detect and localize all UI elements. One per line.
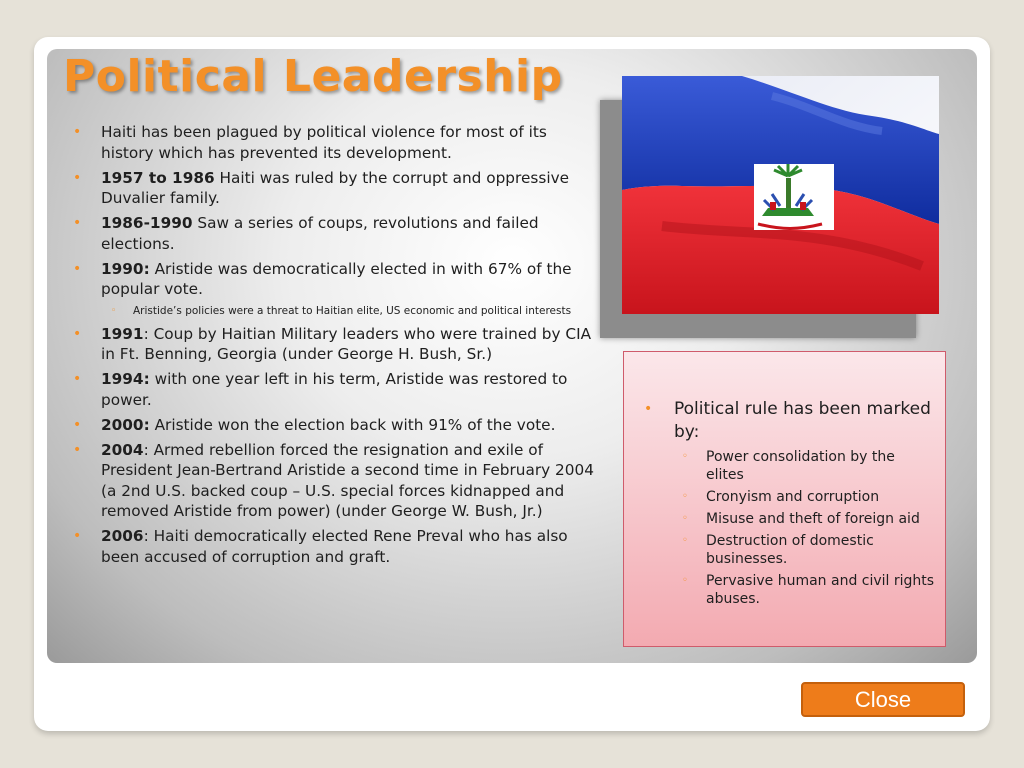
list-item: • 1990: Aristide was democratically elected in with 67% of the popular vote. ◦ Aristide’s policies were a threat to Haitian elite, US economic and political interests (67, 259, 595, 318)
bullet-dot-icon: • (73, 124, 82, 140)
bullet-dot-icon: • (73, 260, 82, 277)
bullet-dot-icon: • (73, 169, 82, 186)
panel-list-item: ◦ Power consolidation by the elites (682, 449, 895, 483)
list-item: • 1991: Coup by Haitian Military leaders who were trained by CIA in Ft. Benning, Georgia (under George H. Bush, Sr.) (73, 324, 592, 363)
bullet-list (67, 122, 595, 572)
ring-bullet-icon: ◦ (682, 451, 688, 462)
bullet-dot-icon: • (73, 441, 82, 458)
bullet-dot-icon: • (644, 401, 653, 417)
flag-svg (622, 76, 939, 314)
list-item: • 1957 to 1986 Haiti was ruled by the corrupt and oppressive Duvalier family. (73, 168, 570, 207)
sub-list-item: ◦ Aristide’s policies were a threat to Haitian elite, US economic and political interests (111, 304, 572, 317)
panel-list (642, 398, 937, 612)
info-panel (623, 351, 946, 647)
panel-heading-item (642, 398, 937, 608)
ring-bullet-icon: ◦ (682, 575, 688, 586)
list-item: • 1986-1990 Saw a series of coups, revolutions and failed elections. (73, 214, 539, 253)
sub-bullet-list (101, 304, 595, 318)
page-title: Political Leadership (63, 51, 563, 102)
panel-list-item: ◦ Cronyism and corruption (682, 489, 880, 505)
ring-bullet-icon: ◦ (682, 491, 688, 502)
list-item: • 2006: Haiti democratically elected Rene Preval who has also been accused of corruption and graft. (73, 527, 568, 566)
slide-panel (47, 49, 977, 663)
panel-list-item: ◦ Destruction of domestic businesses. (682, 533, 874, 567)
list-item: • 2004: Armed rebellion forced the resignation and exile of President Jean-Bertrand Aristide a second time in February 2004 (a 2nd U.S. backed coup – U.S. special forces kidnapped and removed Aristide from power) (under George W. Bush, Jr.) (73, 440, 594, 520)
ring-bullet-icon: ◦ (682, 513, 688, 524)
ring-bullet-icon: ◦ (111, 305, 117, 316)
bullet-dot-icon: • (73, 371, 82, 387)
list-item: • 1994: with one year left in his term, Aristide was restored to power. (73, 370, 568, 409)
panel-heading: Political rule has been marked by: (674, 399, 931, 442)
panel-list-item: ◦ Pervasive human and civil rights abuses. (682, 573, 935, 607)
panel-list-item: ◦ Misuse and theft of foreign aid (682, 511, 920, 527)
bullet-dot-icon: • (73, 325, 82, 342)
ring-bullet-icon: ◦ (682, 535, 688, 546)
bullet-dot-icon: • (73, 416, 82, 433)
list-item: • Haiti has been plagued by political violence for most of its history which has prevented its development. (73, 123, 547, 162)
bullet-dot-icon: • (73, 528, 82, 544)
panel-sub-list (674, 448, 937, 608)
close-button[interactable]: Close (801, 682, 965, 717)
haiti-flag-image (622, 76, 939, 314)
bullet-dot-icon: • (73, 215, 82, 231)
list-item: • 2000: Aristide won the election back with 91% of the vote. (73, 415, 556, 434)
